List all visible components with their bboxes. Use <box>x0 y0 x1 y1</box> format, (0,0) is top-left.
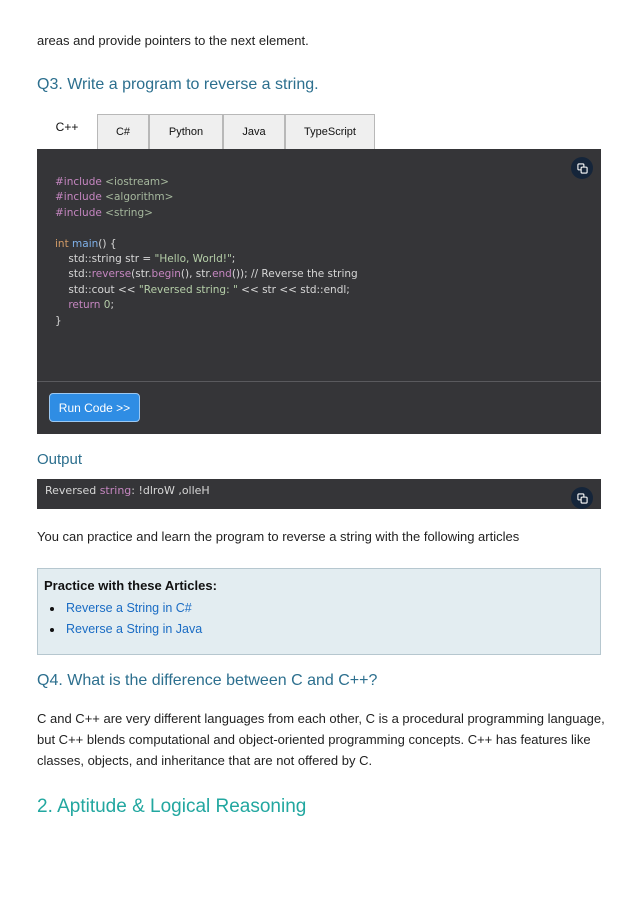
output-box <box>37 479 601 509</box>
code-token: "Hello, World!" <box>154 253 232 266</box>
code-token: } <box>55 314 62 327</box>
articles-title: Practice with these Articles: <box>44 578 217 593</box>
copy-icon <box>577 163 588 174</box>
code-token: <string> <box>101 206 153 219</box>
code-token: end <box>212 268 232 281</box>
output-token: : !dlroW ,olleH <box>131 484 210 497</box>
tab-csharp[interactable]: C# <box>97 114 149 149</box>
code-token: begin <box>151 268 181 281</box>
code-token: #include <box>55 206 102 219</box>
article-link-label: Reverse a String in C# <box>66 601 192 615</box>
bullet-icon <box>50 628 54 632</box>
tab-java[interactable]: Java <box>223 114 285 149</box>
copy-icon <box>577 493 588 504</box>
code-token: #include <box>55 176 102 188</box>
practice-text: You can practice and learn the program to reverse a string with the following articles <box>37 529 520 544</box>
code-token: reverse <box>91 268 132 281</box>
code-token: return <box>55 299 101 312</box>
code-token: (), str. <box>180 268 213 281</box>
q3-heading: Q3. Write a program to reverse a string. <box>37 76 319 93</box>
code-token: main <box>72 237 99 250</box>
bullet-icon <box>50 607 54 611</box>
article-link-label: Reverse a String in Java <box>66 622 203 636</box>
article-link[interactable] <box>50 619 202 640</box>
output-text <box>45 484 210 497</box>
code-token: ; <box>231 253 236 266</box>
code-panel <box>37 149 601 381</box>
tab-python[interactable]: Python <box>149 114 223 149</box>
intro-text: areas and provide pointers to the next element. <box>37 33 309 48</box>
output-token: string <box>99 484 132 497</box>
section-heading: 2. Aptitude & Logical Reasoning <box>37 796 307 817</box>
code-token: ; <box>110 299 115 312</box>
code-token: int <box>55 237 69 250</box>
code-token: <iostream> <box>101 176 169 188</box>
code-token: std::string str = <box>55 253 155 266</box>
code-token: <algorithm> <box>101 191 174 204</box>
q4-heading: Q4. What is the difference between C and C++? <box>37 672 378 689</box>
copy-output-button[interactable] <box>571 487 593 509</box>
copy-code-button[interactable] <box>571 157 593 179</box>
code-block <box>55 175 358 329</box>
code-token: ()); // Reverse the string <box>231 268 358 281</box>
tab-cpp[interactable]: C++ <box>37 106 97 149</box>
tab-typescript[interactable]: TypeScript <box>285 114 375 149</box>
run-code-button[interactable]: Run Code >> <box>49 393 140 422</box>
language-tabs <box>37 106 375 149</box>
code-token: 0 <box>100 299 111 312</box>
code-token: std::cout << <box>55 283 139 296</box>
code-token: "Reversed string: " <box>138 283 238 296</box>
run-bar <box>37 381 601 434</box>
q4-paragraph: C and C++ are very different languages from each other, C is a procedural programming language, but C++ blends computational and object-oriented programming concepts. C++ has features like classes, objects, and inheritance that are not offered by C. <box>37 711 605 768</box>
articles-list <box>50 598 202 640</box>
output-token: Reversed <box>45 484 100 497</box>
code-token: std:: <box>55 268 92 281</box>
code-token: (str. <box>131 268 152 281</box>
code-token: #include <box>55 191 102 204</box>
code-token: () { <box>98 237 117 250</box>
article-link[interactable] <box>50 598 202 619</box>
code-token: << str << std::endl; <box>237 283 350 296</box>
articles-box <box>37 568 601 655</box>
output-label: Output <box>37 451 83 468</box>
